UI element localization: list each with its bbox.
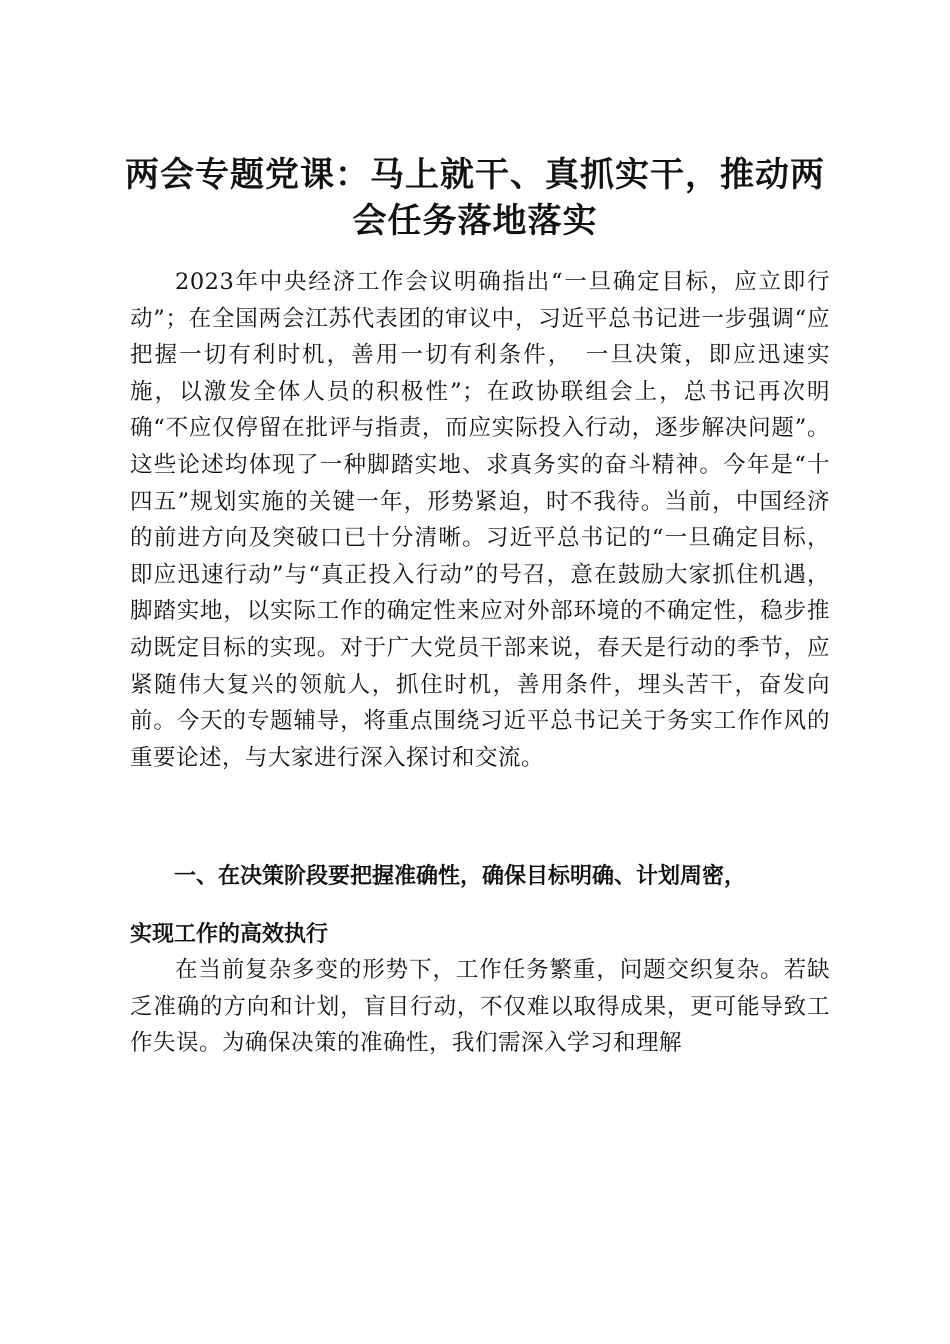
section-heading [130, 848, 830, 964]
section-heading-line2: 实现工作的高效执行 [130, 922, 329, 947]
section-heading-line1: 一、在决策阶段要把握准确性，确保目标明确、计划周密， [174, 864, 747, 889]
document-title: 两会专题党课：马上就干、真抓实干，推动两会任务落地落实 [125, 155, 825, 241]
body-paragraph: 在当前复杂多变的形势下，工作任务繁重，问题交织复杂。若缺乏准确的方向和计划，盲目行动，不仅难以取得成果，更可能导致工作失误。为确保决策的准确性，我们需深入学习和理解 [130, 957, 830, 1057]
body-paragraph: 2023年中央经济工作会议明确指出“一旦确定目标，应立即行动”；在全国两会江苏代表团的审议中，习近平总书记进一步强调“应把握一切有利时机，善用一切有利条件， 一旦决策，即应迅速实施，以激发全体人员的积极性”；在政协联组会上，总书记再次明确“不应仅停留在批评与指责，而应实际投入行动，逐步解决问题”。这些论述均体现了一种脚踏实地、求真务实的奋斗精神。今年是“十四五”规划实施的关键一年，形势紧迫，时不我待。当前，中国经济的前进方向及突破口已十分清晰。习近平总书记的“一旦确定目标，即应迅速行动”与“真正投入行动”的号召，意在鼓励大家抓住机遇，脚踏实地，以实际工作的确定性来应对外部环境的不确定性，稳步推动既定目标的实现。对于广大党员干部来说，春天是行动的季节，应紧随伟大复兴的领航人，抓住时机，善用条件，埋头苦干，奋发向前。今天的专题辅导，将重点围绕习近平总书记关于务实工作作风的重要论述，与大家进行深入探讨和交流。 [130, 269, 830, 771]
